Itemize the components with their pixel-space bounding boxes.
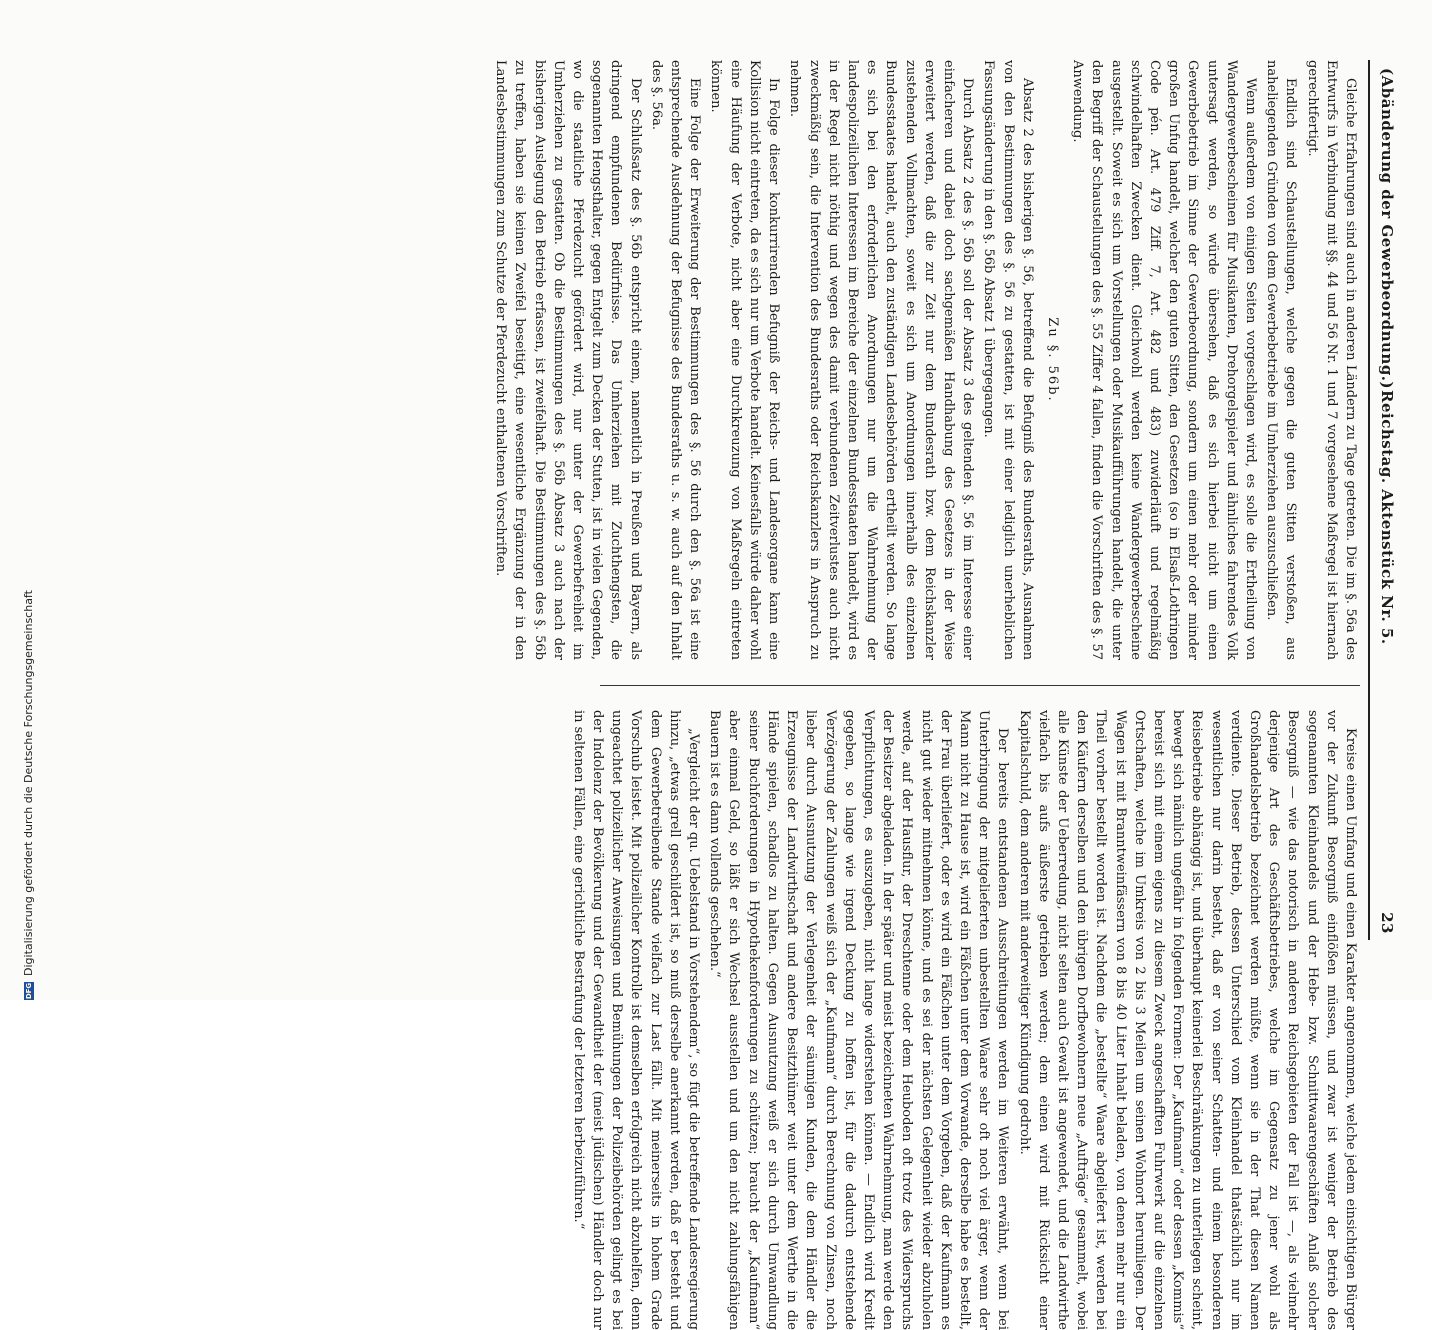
column-divider bbox=[600, 685, 1360, 686]
paragraph: Kreise einen Umfang und einen Karakter angenommen, welche jedem einsichtigen Bürger vor der Zukunft Besorgniß einflößen müssen, und zwar ist weniger der Betrieb des sogenannten Kleinhandels und der Hebe- bzw. Schnittwaarengeschäften Anlaß solcher Besorgniß — wie das notorisch in anderen Reichsgebieten der Fall ist —, als vielmehr derjenige Art des Geschäftsbetriebes, welche im Gegensatz zu jener wohl als Großhandelsbetrieb bezeichnet werden müßte, wenn sie in der That diesen Namen verdiente. Dieser Betrieb, dessen Unterschied vom Kleinhandel thatsächlich nur im wesentlichen nur darin besteht, daß er von seiner Schatten- und einem besonderen Reisebetriebe abhängig ist, und überhaupt keinerlei Beschränkungen zu unterliegen scheint, bewegt sich nämlich ungefähr in folgenden Formen: Der „Kaufmann“ oder dessen „Kommis“ bereist sich mit einem eigens zu diesem Zweck angeschafften Fuhrwerk auf die einzelnen Ortschaften, welche im Umkreis von 2 bis 3 Meilen um seinen Wohnort herumliegen. Der Wagen ist mit Branntweinfässern von 8 bis 40 Liter Inhalt beladen, von denen mehr nur ein Theil vorher bestellt worden ist. Nachdem die „bestellte“ Waare abgeliefert ist, werden bei den Käufern derselben und den übrigen Dorfbewohnern neue „Aufträge“ gesammelt, wobei alle Künste der Ueberredung, nicht selten auch Gewalt ist angewendet, und die Landwirthe vielfach bis aufs äußerste getrieben werden; dem einen wird mit Rücksicht einer Kapitalschuld, dem anderen mit anderweitiger Kündigung gedroht. bbox=[1016, 710, 1358, 1330]
paragraph: Gleiche Erfahrungen sind auch in anderen Ländern zu Tage getreten. Die im §. 56a des Entwurfs in Verbindung mit §§. 44 und 56 Nr. 1 und 7 vorgesehene Maßregel ist hiernach gerechtfertigt. bbox=[1304, 60, 1358, 660]
dfg-logo: DFG bbox=[24, 982, 33, 1000]
paragraph: „Vergleicht der qu. Uebelstand in Vorstehendem“, so fügt die betreffende Landesregierung hinzu, „etwas grell geschildert ist, so muß derselbe anerkannt werden, daß er besteht und dem Gewerbetreibende Stande vielfach zur Last fällt. Mit meinerseits in hohem Grade Vorschub leistet. Mit polizeilicher Kontrolle ist demselben erfolgreich nicht abzuhelfen, denn ungeachtet polizeilicher Anweisungen und Bemühungen der Polizeibehörden gelingt es bei der Indolenz der Bevölkerung und der Gewandtheit der (meist jüdischen) Händler doch nur in seltenen Fällen, eine gerichtliche Bestrafung der letzteren herbeizuführen.“ bbox=[570, 710, 702, 1330]
paragraph: Wenn außerdem von einigen Seiten vorgeschlagen wird, es solle die Ertheilung von Wandergewerbescheinen für Musikanten, Drehorgelspieler und ähnliches fahrendes Volk untersagt werden, so würde übersehen, daß es sich hierbei nicht um einen Gewerbebetrieb im Sinne der Gewerbeordnung, sondern um einen mehr oder minder großen Unfug handelt, welcher den guten Sitten, den Gesetzen (so in Elsaß-Lothringen Code pén. Art. 479 Ziff. 7, Art. 482 und 483) zuwiderläuft und regelmäßig schwindelhaften Zwecken dient. Gleichwohl werden keine Wandergewerbescheine ausgestellt. Soweit es sich um Vorstellungen oder Musikaufführungen handelt, die unter den Begriff der Schaustellungen des §. 55 Ziffer 4 fallen, finden die Vorschriften des §. 57 Anwendung. bbox=[1070, 60, 1258, 660]
right-text-column bbox=[570, 710, 1360, 1330]
header-left-title: (Abänderung der Gewerbeordnung.) bbox=[1378, 68, 1396, 390]
paragraph: Eine Folge der Erweiterung der Bestimmungen des §. 56 durch den §. 56a ist eine entsprechende Ausdehnung der Befugnisse des Bundesraths u. s. w. auch auf den Inhalt des §. 56a. bbox=[648, 60, 703, 660]
rotated-text-block bbox=[115, 60, 1400, 1330]
section-heading: Zu §. 56b. bbox=[1044, 317, 1060, 403]
digitization-note-text: Digitalisierung gefördert durch die Deutsche Forschungsgemeinschaft bbox=[22, 590, 35, 976]
header-center-title: Reichstag. Aktenstück Nr. 5. bbox=[1378, 390, 1396, 645]
paragraph: Durch Absatz 2 des §. 56b soll der Absatz 3 des geltenden §. 56 im Interesse einer einfacheren und dabei doch sachgemäßen Handhabung des Gesetzes in der Weise erweitert werden, daß die zur Zeit nur dem Bundesrath bzw. dem Reichskanzler zustehenden Vollmachten, soweit es sich um Anordnungen innerhalb des einzelnen Bundesstaates handelt, auch den zuständigen Landesbehörden ertheilt werden. So lange es sich bei den erforderlichen Anordnungen nur um die Wahrnehmung der landespolizeilichen Interessen im Bereiche der einzelnen Bundesstaaten handelt, wird es in der Regel nicht nöthig und wegen des damit verbundenen Zeitverlustes auch nicht zweckmäßig sein, die Intervention des Bundesraths oder Reichskanzlers in Anspruch zu nehmen. bbox=[787, 60, 976, 660]
paragraph: Endlich sind Schaustellungen, welche gegen die guten Sitten verstoßen, aus naheliegenden Gründen von dem Gewerbebetriebe im Umherziehen auszuschließen. bbox=[1264, 60, 1299, 660]
paragraph: Absatz 2 des bisherigen §. 56, betreffend die Befugniß des Bundesraths, Ausnahmen von den Bestimmungen des §. 56 zu gestatten, ist mit einer lediglich unerheblichen Fassungsänderung in den §. 56b Absatz 1 übergegangen. bbox=[981, 60, 1035, 660]
page-number: 23 bbox=[1378, 912, 1396, 934]
paragraph: Der bereits entstandenen Ausschreitungen werden im Weiteren erwähnt, wenn bei Unterbringung der mitgelieferten unbestellten Waare sehr oft noch viel ärger, wenn der Mann nicht zu Hause ist, wird ein Fäßchen unter dem Vorwande, derselbe habe es bestellt, der Frau überliefert, oder es wird ein Fäßchen unter dem Vorgeben, daß der Kaufmann es nicht gut wieder mitnehmen könne, und es sei der nächsten Gelegenheit wieder abzuholen werde, auf der Hausflur, der Dreschtenne oder dem Heuboden oft trotz des Widerspruchs der Besitzer abgeladen. In der später und meist bezeichneten Wahrnehmung, man werde den Verpflichtungen, es auszugeben, nicht lange widerstehen können. — Endlich wird Kredit gegeben, so lange wie irgend Deckung zu hoffen ist, für die dadurch entstehende Verzögerung der Zahlungen weiß sich der „Kaufmann“ durch Berechnung von Zinsen, noch lieber durch Ausnutzung der Verlegenheit der säumigen Kunden, die dem Händler die Erzeugnisse der Landwirthschaft und andere Besitzthümer weit unter dem Werthe in die Hände spielen, schadlos zu halten. Gegen Ausnutzung weiß er sich durch Umwandlung seiner Buchforderungen in Hypothekenforderungen zu schützen; braucht der „Kaufmann“ aber einmal Geld, so läßt er sich Wechsel ausstellen und um den nicht zahlungsfähigen Bauern ist es dann vollends geschehen.“ bbox=[707, 710, 1011, 1330]
digitization-note bbox=[22, 590, 35, 1000]
page-header bbox=[1368, 60, 1400, 940]
paragraph: Der Schlußsatz des §. 56b entspricht einem, namentlich in Preußen und Bayern, als dringend empfundenen Bedürfnisse. Das Umherziehen mit Zuchthengsten, die sogenannten Hengsthalter, gegen Entgelt zum Decken der Stuten, ist in vielen Gegenden, wo die staatliche Pferdezucht gefördert wird, nur unter der Gewerbefreiheit im Umherziehen zu gestatten. Ob die Bestimmungen des §. 56b Absatz 3 auch nach der bisherigen Auslegung den Betrieb erfassen, ist zweifelhaft. Die Bestimmungen des §. 56b zu treffen, haben sie keinen Zweifel beseitigt, eine wesentliche Ergänzung der in den Landesbestimmungen zum Schutze der Pferdezucht enthaltenen Vorschriften. bbox=[493, 60, 643, 660]
left-text-column bbox=[493, 60, 1360, 660]
paragraph: In Folge dieser konkurrirenden Befugniß der Reichs- und Landesorgane kann eine Kollision nicht eintreten, da es sich nur um Verbote handelt. Keinesfalls würde daher wohl eine Häufung der Verbote, nicht aber eine Durchkreuzung von Maßregeln eintreten können. bbox=[708, 60, 782, 660]
